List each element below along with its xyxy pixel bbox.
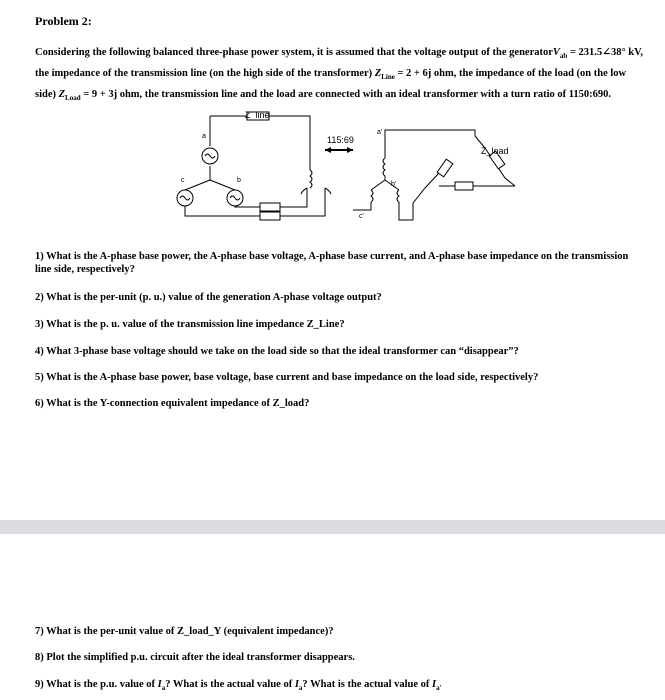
secondary-coil-a (383, 158, 385, 176)
wire-neutral-a (210, 166, 235, 193)
secondary-coil-b (371, 190, 373, 202)
question-5: 5) What is the A-phase base power, base voltage, base current and base impedance on the load side, respectively? (35, 372, 539, 383)
zload-box-left (437, 159, 453, 177)
question-9 (35, 678, 635, 695)
node-a2-label: a' (377, 129, 383, 136)
ratio-label: 115:69 (327, 135, 354, 145)
question-6: 6) What is the Y-connection equivalent impedance of Z_load? (35, 398, 310, 409)
q9-current-sub-1: a (161, 684, 166, 693)
primary-coil-a (310, 170, 312, 188)
q9-current-symbol-1: I (157, 679, 162, 690)
zline-subscript: Line (381, 73, 395, 82)
zline-box-c (260, 212, 280, 220)
node-b2-label: b' (391, 181, 397, 188)
q9-current-symbol-3: I (432, 679, 437, 690)
question-4: 4) What 3-phase base voltage should we take on the load side so that the ideal transformer can “disappear”? (35, 346, 519, 357)
zline-box-b (260, 203, 280, 211)
zline-symbol: Z (374, 68, 382, 80)
node-c-label: c (181, 177, 185, 184)
problem-title: Problem 2: (35, 14, 92, 28)
q9-current-symbol-2: I (294, 679, 299, 690)
wire-c (185, 203, 260, 216)
zline-value: = 2 + 6j ohm, (394, 68, 457, 80)
question-1: 1) What is the A-phase base power, the A-phase base voltage, A-phase base current, and A-phase base impedance on the transmission line side, respectively? (35, 251, 629, 275)
z-load-label: Z_load (481, 146, 509, 156)
problem-card-bottom (0, 534, 665, 700)
zload-subscript: Load (65, 94, 81, 103)
circuit-diagram (175, 108, 525, 226)
wire-c2 (399, 202, 413, 220)
q9-part-a: 9) What is the p.u. value of (35, 679, 158, 690)
q9-part-b: ? What is the actual value of (165, 679, 295, 690)
node-b-label: b (237, 177, 241, 184)
vab-subscript: ab (559, 52, 568, 61)
node-c2-label: c' (359, 213, 364, 220)
zload-symbol: Z (58, 89, 66, 101)
question-2: 2) What is the per-unit (p. u.) value of the generation A-phase voltage output? (35, 292, 382, 303)
problem-statement (35, 44, 647, 107)
node-a-label: a (202, 133, 206, 140)
load-left-leg (413, 173, 439, 220)
page-divider (0, 520, 665, 534)
question-7: 7) What is the per-unit value of Z_load_Y (equivalent impedance)? (35, 626, 334, 637)
statement-part2: the impedance of the load (on the low side) (35, 68, 627, 101)
q9-part-c: ? What is the actual value of (302, 679, 433, 690)
zload-box-bottom (455, 182, 473, 190)
z-line-label: Z_line (245, 110, 270, 120)
statement-part1: Considering the following balanced three-phase power system, it is assumed that the voltage output of the generator (35, 47, 553, 58)
question-3: 3) What is the p. u. value of the transmission line impedance Z_Line? (35, 319, 345, 330)
zload-value: = 9 + 3j ohm, the transmission line and the load are connected with an ideal transformer with a turn ratio of 1150:690. (80, 89, 612, 101)
primary-coil-c (325, 188, 331, 194)
question-8: 8) Plot the simplified p.u. circuit after the ideal transformer disappears. (35, 652, 355, 663)
q9-current-sub-3: a' (436, 684, 442, 693)
vab-value: = 231.5∠38° kV, the impedance of the transmission line (on the high side of the transformer) (35, 47, 643, 80)
vab-symbol: V (552, 47, 560, 58)
wire-a2 (385, 130, 475, 158)
wire-a (210, 116, 310, 170)
secondary-coil-c (397, 190, 399, 202)
q9-current-sub-2: a (298, 684, 303, 693)
primary-coil-b (301, 188, 307, 194)
